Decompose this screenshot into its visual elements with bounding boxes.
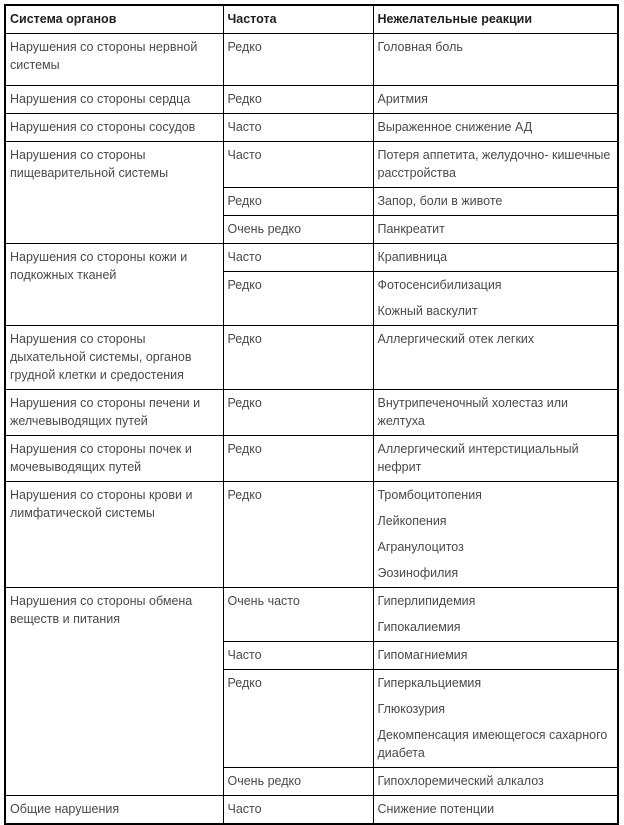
reactions-cell <box>373 114 618 142</box>
table-row <box>5 34 618 86</box>
frequency-cell <box>223 216 373 244</box>
reaction-text: Эозинофилия <box>377 566 459 580</box>
reaction-text: Внутрипеченочный холестаз или желтуха <box>377 396 568 428</box>
system-cell <box>5 436 223 482</box>
frequency-text: Часто <box>227 120 262 134</box>
table-row <box>5 114 618 142</box>
table-row <box>5 86 618 114</box>
reactions-cell <box>373 436 618 482</box>
frequency-cell <box>223 768 373 796</box>
reactions-cell <box>373 86 618 114</box>
table-row <box>5 390 618 436</box>
frequency-cell <box>223 670 373 768</box>
frequency-cell <box>223 436 373 482</box>
reaction-text: Агранулоцитоз <box>377 540 464 554</box>
frequency-text: Редко <box>227 92 262 106</box>
table-row <box>5 436 618 482</box>
frequency-cell <box>223 642 373 670</box>
system-text: Нарушения со стороны почек и мочевыводящих путей <box>10 442 192 474</box>
system-cell <box>5 796 223 825</box>
system-cell <box>5 326 223 390</box>
system-text: Нарушения со стороны крови и лимфатической системы <box>10 488 193 520</box>
reaction-text: Аллергический интерстициальный нефрит <box>377 442 579 474</box>
reaction-text: Потеря аппетита, желудочно- кишечные расстройства <box>377 148 611 180</box>
frequency-text: Редко <box>227 40 262 54</box>
reaction-text: Гипохлоремический алкалоз <box>377 774 544 788</box>
reaction-text: Запор, боли в животе <box>377 194 503 208</box>
system-cell <box>5 588 223 796</box>
frequency-cell <box>223 114 373 142</box>
header-row <box>5 5 618 34</box>
system-cell <box>5 482 223 588</box>
reaction-text: Гипокалиемия <box>377 620 461 634</box>
frequency-cell <box>223 326 373 390</box>
frequency-cell <box>223 588 373 642</box>
system-text: Нарушения со стороны обмена веществ и питания <box>10 594 193 626</box>
system-text: Общие нарушения <box>10 802 120 816</box>
frequency-text: Редко <box>227 676 262 690</box>
reactions-cell <box>373 142 618 188</box>
reaction-text: Панкреатит <box>377 222 445 236</box>
reactions-cell <box>373 188 618 216</box>
system-text: Нарушения со стороны пищеварительной системы <box>10 148 169 180</box>
table-row <box>5 326 618 390</box>
table-row <box>5 588 618 642</box>
system-text: Нарушения со стороны сердца <box>10 92 191 106</box>
reactions-cell <box>373 670 618 768</box>
reaction-text: Фотосенсибилизация <box>377 278 502 292</box>
system-text: Нарушения со стороны кожи и подкожных тканей <box>10 250 188 282</box>
header-adverse-reactions: Нежелательные реакции <box>373 5 618 34</box>
reactions-cell <box>373 272 618 326</box>
table-body <box>5 34 618 825</box>
frequency-text: Редко <box>227 488 262 502</box>
header-frequency: Частота <box>223 5 373 34</box>
reaction-text: Гиперлипидемия <box>377 594 476 608</box>
reaction-text: Снижение потенции <box>377 802 495 816</box>
system-text: Нарушения со стороны сосудов <box>10 120 196 134</box>
frequency-text: Редко <box>227 194 262 208</box>
reactions-cell <box>373 642 618 670</box>
adverse-reactions-table <box>4 4 619 825</box>
system-cell <box>5 244 223 326</box>
frequency-cell <box>223 482 373 588</box>
frequency-text: Редко <box>227 332 262 346</box>
reaction-text: Глюкозурия <box>377 702 446 716</box>
table-header <box>5 5 618 34</box>
reactions-cell <box>373 390 618 436</box>
frequency-cell <box>223 244 373 272</box>
reactions-cell <box>373 482 618 588</box>
frequency-text: Редко <box>227 278 262 292</box>
reactions-cell <box>373 588 618 642</box>
frequency-text: Часто <box>227 148 262 162</box>
frequency-text: Очень редко <box>227 222 302 236</box>
reactions-cell <box>373 796 618 825</box>
reaction-text: Крапивница <box>377 250 448 264</box>
frequency-text: Редко <box>227 442 262 456</box>
system-text: Нарушения со стороны печени и желчевыводящих путей <box>10 396 201 428</box>
frequency-cell <box>223 86 373 114</box>
frequency-text: Очень редко <box>227 774 302 788</box>
reactions-cell <box>373 34 618 86</box>
table-row <box>5 142 618 188</box>
reaction-text: Тромбоцитопения <box>377 488 482 502</box>
frequency-cell <box>223 142 373 188</box>
table-row <box>5 796 618 825</box>
frequency-text: Очень часто <box>227 594 300 608</box>
system-cell <box>5 390 223 436</box>
system-cell <box>5 34 223 86</box>
frequency-cell <box>223 796 373 825</box>
reactions-cell <box>373 326 618 390</box>
system-cell <box>5 86 223 114</box>
system-cell <box>5 114 223 142</box>
reaction-text: Головная боль <box>377 40 463 54</box>
reactions-cell <box>373 244 618 272</box>
reaction-text: Кожный васкулит <box>377 304 478 318</box>
reaction-text: Лейкопения <box>377 514 447 528</box>
frequency-text: Часто <box>227 250 262 264</box>
reactions-cell <box>373 768 618 796</box>
system-text: Нарушения со стороны нервной системы <box>10 40 198 72</box>
frequency-text: Редко <box>227 396 262 410</box>
frequency-text: Часто <box>227 802 262 816</box>
frequency-text: Часто <box>227 648 262 662</box>
frequency-cell <box>223 188 373 216</box>
reaction-text: Аритмия <box>377 92 428 106</box>
frequency-cell <box>223 34 373 86</box>
system-text: Нарушения со стороны дыхательной системы, органов грудной клетки и средостения <box>10 332 192 382</box>
header-system-organs: Система органов <box>5 5 223 34</box>
frequency-cell <box>223 390 373 436</box>
table-row <box>5 244 618 272</box>
table-row <box>5 482 618 588</box>
reaction-text: Выраженное снижение АД <box>377 120 533 134</box>
system-cell <box>5 142 223 244</box>
reactions-cell <box>373 216 618 244</box>
reaction-text: Гипомагниемия <box>377 648 468 662</box>
reaction-text: Аллергический отек легких <box>377 332 535 346</box>
reaction-text: Гиперкальциемия <box>377 676 482 690</box>
reaction-text: Декомпенсация имеющегося сахарного диабета <box>377 728 608 760</box>
frequency-cell <box>223 272 373 326</box>
